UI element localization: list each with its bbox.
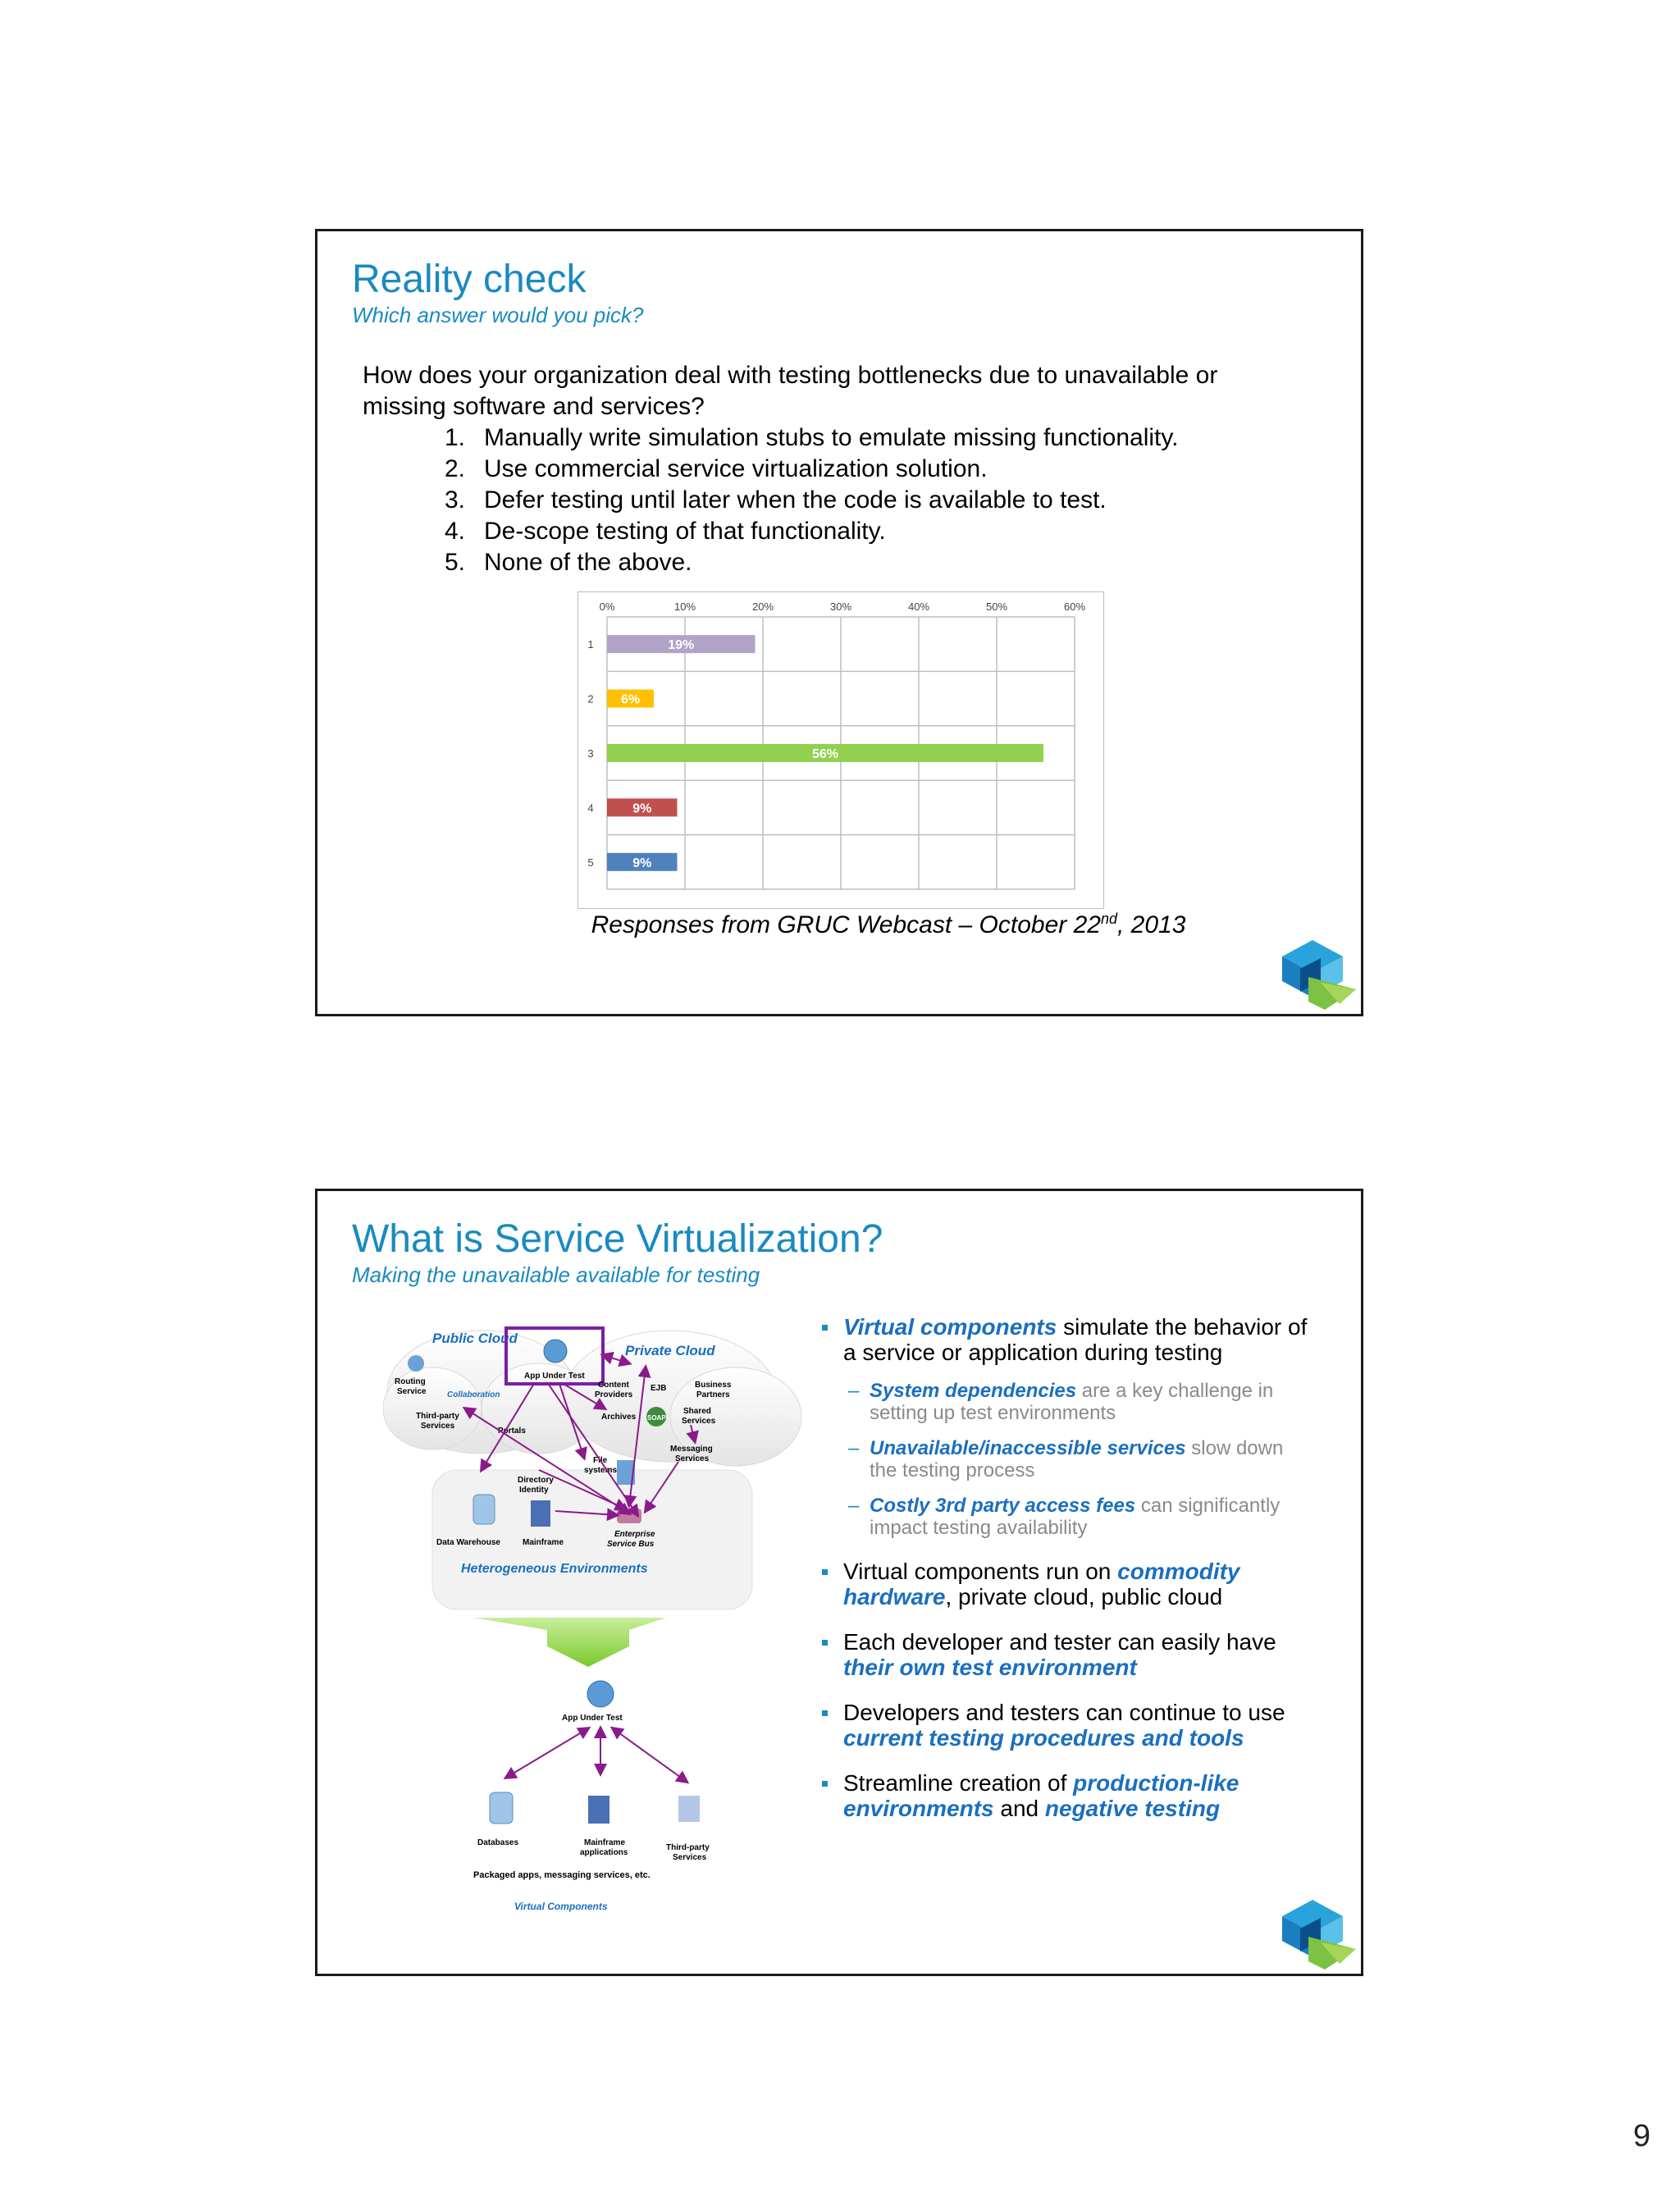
bullet-list [822,1314,1314,1836]
chart-caption: Responses from GRUC Webcast – October 22nd, 2013 [591,911,1186,938]
public-cloud-label: Public Cloud [432,1331,518,1346]
mainframe-apps-label-2: applications [580,1848,628,1857]
app-under-test-2-icon [587,1681,614,1707]
bullet-item: Developers and testers can continue to use current testing procedures and tools [822,1700,1314,1751]
third-party-2-label: Third-party [666,1843,710,1852]
bar-chart-svg [578,592,1103,908]
shared-services-label-2: Services [682,1417,716,1426]
slide-subtitle: Which answer would you pick? [352,303,644,327]
environment-diagram [383,1318,810,1942]
esb-icon [617,1509,641,1523]
databases-label: Databases [477,1838,519,1847]
third-party-label: Third-party [416,1412,459,1421]
poll-question: How does your organization deal with testing bottlenecks due to unavailable or missing software and services? [363,362,1218,420]
slide-title: Reality check [352,258,587,301]
routing-service-icon [408,1355,424,1372]
content-providers-label: Content [598,1381,629,1390]
esb-label: Enterprise [614,1530,655,1539]
mainframe-icon [531,1500,550,1527]
virtual-components-label: Virtual Components [514,1901,608,1912]
content-providers-label-2: Providers [595,1390,633,1399]
slide-service-virtualization [315,1189,1363,1976]
answer-item: 3. Defer testing until later when the code is available to test. [445,486,1107,514]
portals-label: Portals [498,1427,526,1436]
cube-logo-icon [1276,932,1358,1012]
bullet-item: Each developer and tester can easily have their own test environment [822,1629,1314,1680]
archives-label: Archives [601,1413,637,1422]
y-tick-label: 2 [587,692,594,705]
esb-label-2: Service Bus [607,1540,655,1549]
sub-bullet-item: – Costly 3rd party access fees can significantly impact testing availability [848,1495,1281,1539]
third-party-2-icon [678,1796,700,1822]
bar-data-label: 9% [632,856,652,870]
poll-results-chart [578,591,1104,909]
app-under-test-label: App Under Test [524,1372,585,1381]
page-number: 9 [1632,2119,1650,2153]
file-systems-label-2: systems [584,1466,618,1475]
app-under-test-icon [544,1340,567,1363]
business-partners-label-2: Partners [696,1390,730,1399]
bullet-item: Streamline creation of production-like environments and negative testing [822,1770,1314,1821]
x-tick-label: 10% [673,600,696,613]
soap-label: SOAP [647,1414,666,1422]
y-tick-label: 1 [587,638,594,651]
shared-services-label: Shared [683,1407,711,1416]
answer-item: 4. De-scope testing of that functionality. [445,518,886,545]
packaged-label: Packaged apps, messaging services, etc. [473,1870,651,1880]
y-tick-label: 5 [587,856,594,869]
mainframe-label: Mainframe [523,1538,564,1547]
cube-logo-icon [1276,1892,1358,1972]
identity-label: Identity [519,1486,549,1495]
data-warehouse-label: Data Warehouse [436,1538,500,1547]
ejb-label: EJB [651,1384,667,1393]
x-tick-label: 0% [599,600,615,613]
heterogeneous-label: Heterogeneous Environments [461,1562,648,1576]
x-tick-label: 60% [1063,600,1086,613]
messaging-services-label-2: Services [675,1454,710,1463]
answer-item: 2. Use commercial service virtualization solution. [445,455,988,482]
routing-service-label-2: Service [397,1387,427,1396]
x-tick-label: 40% [907,600,930,613]
sub-bullet-item: – System dependencies are a key challenge in setting up test environments [848,1380,1274,1424]
business-partners-label: Business [695,1381,732,1390]
mainframe-apps-icon [588,1796,609,1824]
answer-item: 1. Manually write simulation stubs to emulate missing functionality. [445,424,1179,451]
file-systems-label: File [593,1456,608,1465]
virtual-arrows [506,1728,687,1782]
answer-item: 5. None of the above. [445,549,692,576]
databases-icon [490,1792,513,1824]
app-under-test-2-label: App Under Test [562,1714,623,1723]
messaging-services-label: Messaging [670,1445,713,1454]
slide-reality-check [315,229,1363,1016]
slide-subtitle: Making the unavailable available for testing [352,1262,760,1287]
data-warehouse-icon [473,1495,495,1524]
bullet-item: Virtual components simulate the behavior of a service or application during testing [822,1314,1314,1365]
routing-service-label: Routing [395,1377,426,1386]
bar-data-label: 9% [632,801,652,816]
bar-data-label: 6% [620,692,641,707]
mainframe-apps-label: Mainframe [584,1838,626,1847]
bar-data-label: 19% [668,638,695,653]
private-cloud-label: Private Cloud [625,1343,715,1358]
third-party-2-label-2: Services [673,1853,707,1862]
y-tick-label: 4 [587,801,594,815]
x-tick-label: 30% [829,600,852,613]
y-tick-label: 3 [587,747,594,760]
slide-title: What is Service Virtualization? [352,1217,883,1261]
bullet-item: Virtual components run on commodity hardware, private cloud, public cloud [822,1559,1314,1609]
x-tick-label: 50% [985,600,1008,613]
transform-arrow-icon [473,1618,666,1667]
sub-bullet-item: – Unavailable/inaccessible services slow down the testing process [848,1437,1284,1481]
x-tick-label: 20% [751,600,774,613]
third-party-label-2: Services [421,1422,455,1431]
environment-diagram-svg [383,1318,810,1942]
collaboration-label: Collaboration [447,1390,500,1399]
answer-list [445,422,1178,578]
directory-label: Directory [518,1476,554,1485]
bar-data-label: 56% [811,747,839,761]
